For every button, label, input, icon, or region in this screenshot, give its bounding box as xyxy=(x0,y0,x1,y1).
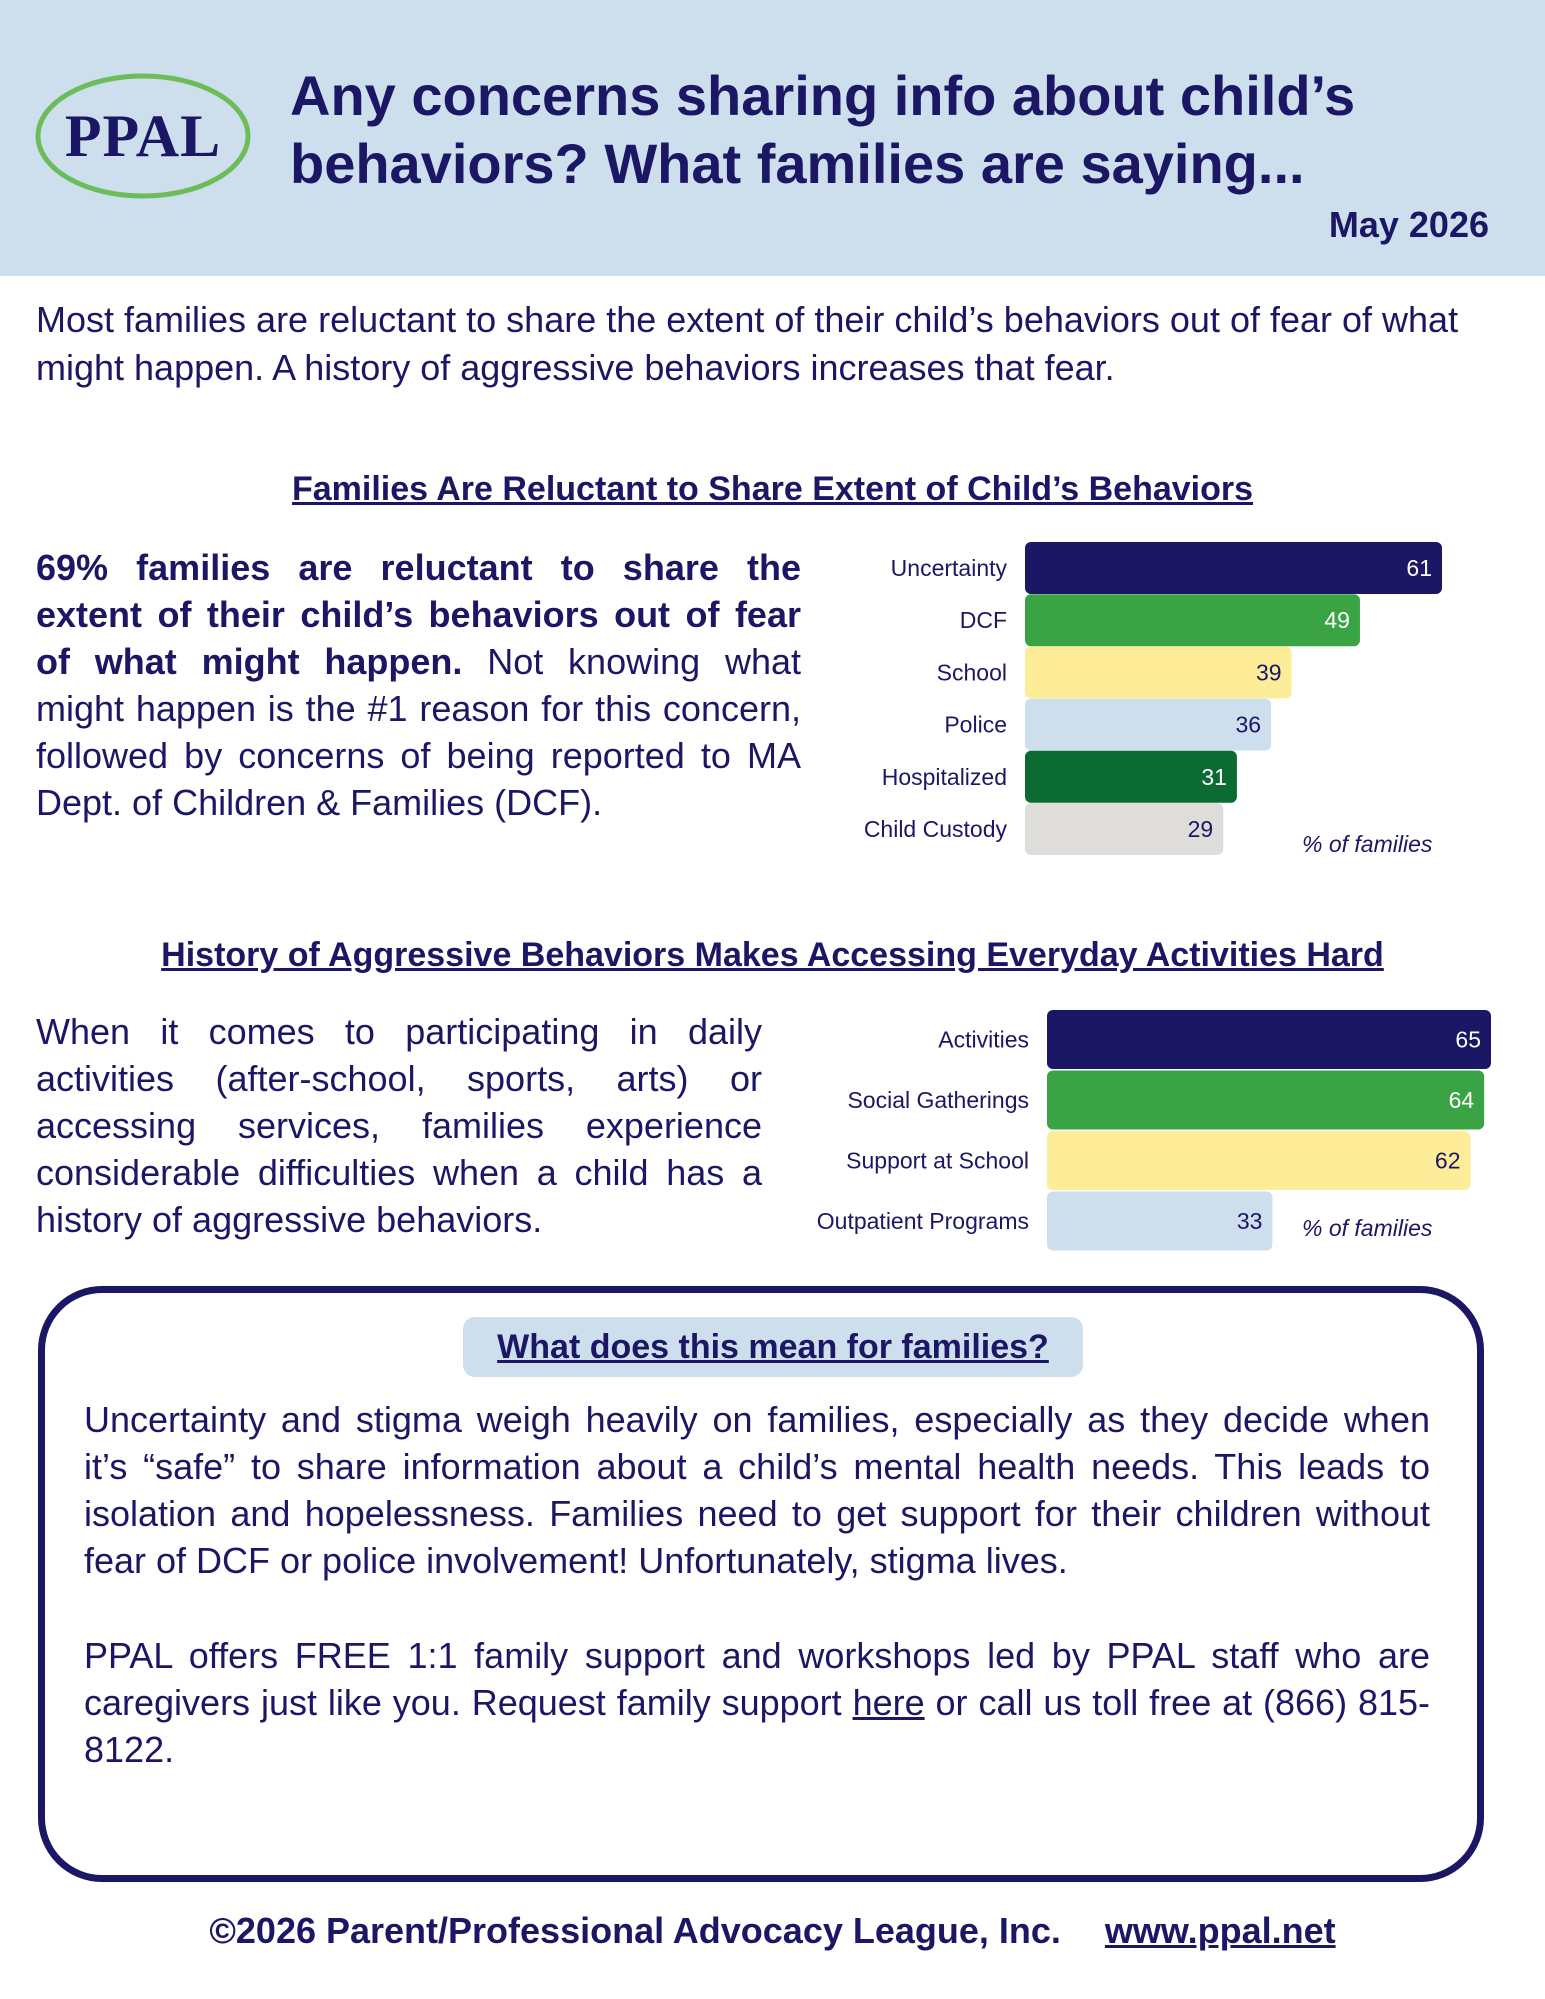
issue-date: May 2026 xyxy=(1328,204,1489,245)
logo-text: PPAL xyxy=(64,102,222,169)
chart2-value-label: 62 xyxy=(1434,1147,1461,1174)
chart1-category-label: Uncertainty xyxy=(890,555,1007,581)
page-title xyxy=(290,62,1490,198)
chart1-value-label: 49 xyxy=(1324,607,1350,634)
chart2-units-label: % of families xyxy=(1302,1215,1433,1241)
chart1-units-label: % of families xyxy=(1302,831,1433,857)
chart2-bar xyxy=(1047,1071,1484,1130)
footer-copyright: ©2026 Parent/Professional Advocacy League, Inc. xyxy=(209,1910,1061,1951)
chart1-category-label: School xyxy=(936,659,1007,686)
section2-heading: History of Aggressive Behaviors Makes Accessing Everyday Activities Hard xyxy=(161,936,1384,974)
footer-website-link[interactable]: www.ppal.net xyxy=(1104,1910,1336,1951)
page-title-line1: Any concerns sharing info about child’s xyxy=(290,64,1356,127)
chart2-category-label: Support at School xyxy=(846,1147,1029,1174)
section2-paragraph: When it comes to participating in daily activities (after-school, sports, arts) or accessing services, families experience considerable difficulties when a child has a history of aggressive behaviors. xyxy=(36,1011,762,1240)
chart2-category-label: Activities xyxy=(938,1026,1029,1053)
chart1-category-label: DCF xyxy=(959,607,1007,634)
chart1-category-label: Hospitalized xyxy=(881,763,1007,790)
chart1-value-label: 39 xyxy=(1256,659,1282,686)
chart2-bar xyxy=(1047,1010,1491,1069)
chart2-value-label: 65 xyxy=(1455,1026,1481,1053)
section1-paragraph xyxy=(36,544,801,826)
ppal-logo xyxy=(32,68,254,204)
request-support-link[interactable]: here xyxy=(852,1682,925,1723)
section1-heading: Families Are Reluctant to Share Extent of Child’s Behaviors xyxy=(291,470,1254,508)
chart1-bar xyxy=(1025,646,1292,698)
intro-paragraph: Most families are reluctant to share the extent of their child’s behaviors out of fear of what might happen. A history of aggressive behaviors increases that fear. xyxy=(36,299,1459,388)
callout-para2-before: PPAL offers FREE 1:1 family support and workshops led by PPAL staff who are caregivers just like you. Request family support xyxy=(84,1635,1430,1723)
chart1-value-label: 61 xyxy=(1406,555,1432,581)
chart1-value-label: 36 xyxy=(1235,711,1262,738)
chart2-bar xyxy=(1047,1131,1471,1190)
section1-body-text: Not knowing what might happen is the #1 reason for this concern, followed by concerns of being reported to MA Dept. of Children & Families (DCF). xyxy=(36,641,801,823)
chart1-bar xyxy=(1025,594,1360,646)
chart1-value-label: 31 xyxy=(1201,763,1227,790)
chart1-bar xyxy=(1025,542,1442,594)
reluctance-chart-svg xyxy=(760,540,1460,860)
chart2-category-label: Outpatient Programs xyxy=(816,1208,1029,1234)
chart2-value-label: 64 xyxy=(1448,1087,1475,1113)
chart1-category-label: Child Custody xyxy=(863,816,1007,842)
chart1-category-label: Police xyxy=(944,711,1007,738)
chart1-bar xyxy=(1025,699,1271,751)
callout-para2-after: or call us toll free at (866) 815-8122. xyxy=(84,1682,1431,1770)
chart1-value-label: 29 xyxy=(1187,816,1214,842)
section1-bold-text: 69% families are reluctant to share the extent of their child’s behaviors out of fear of what might happen. xyxy=(36,547,801,682)
chart2-value-label: 33 xyxy=(1236,1208,1263,1234)
footer xyxy=(0,1910,1545,1952)
reluctance-chart xyxy=(760,540,1460,865)
page-title-line2: behaviors? What families are saying... xyxy=(290,132,1305,195)
callout-title: What does this mean for families? xyxy=(463,1317,1083,1377)
callout-paragraph1: Uncertainty and stigma weigh heavily on families, especially as they decide when it’s “safe” to share information about a child’s mental health needs. This leads to isolation and hopelessness. Families need to get support for their children without fear of DCF or police involvement! Unfortunately, stigma lives. xyxy=(84,1399,1430,1581)
callout-paragraph2 xyxy=(84,1632,1430,1773)
chart2-category-label: Social Gatherings xyxy=(847,1087,1029,1113)
